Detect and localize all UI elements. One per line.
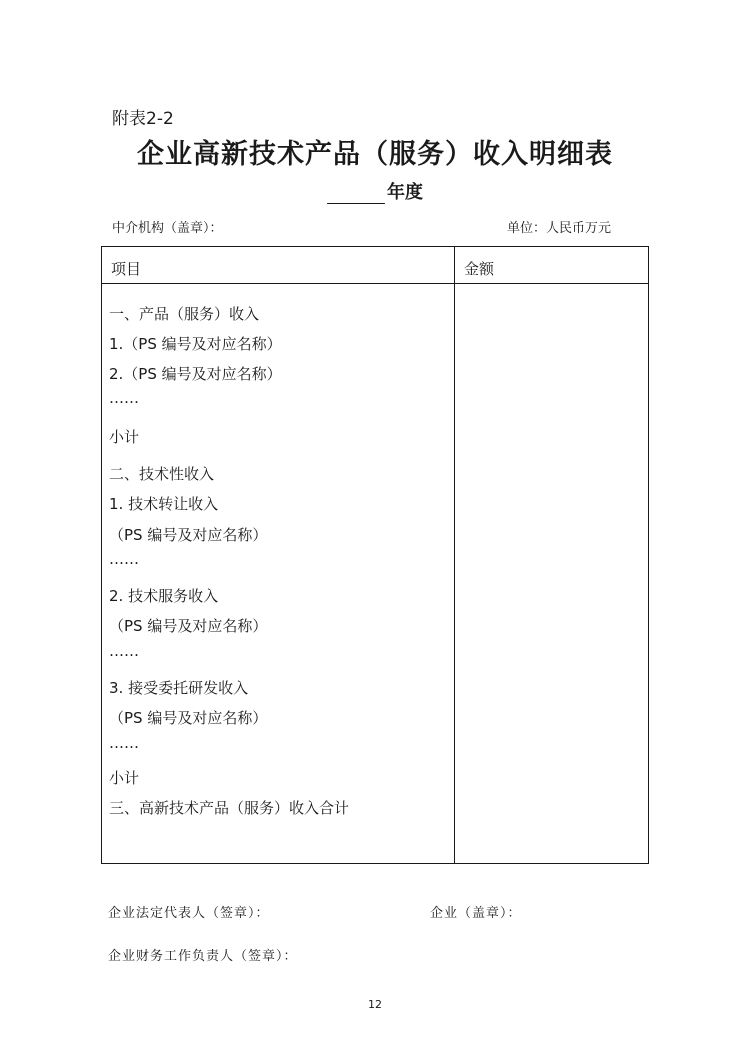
- agency-seal-label: 中介机构（盖章）：: [112, 221, 223, 236]
- column-header-item: 项目: [111, 260, 142, 278]
- attachment-label: 附表2-2: [112, 109, 174, 129]
- table-row: 小计: [109, 769, 140, 787]
- header-divider: [102, 283, 648, 284]
- column-divider: [454, 247, 455, 863]
- table-row: ……: [109, 550, 139, 568]
- table-row: 二、技术性收入: [109, 465, 215, 483]
- company-seal-label: 企业（盖章）：: [430, 906, 522, 921]
- table-row: ……: [109, 389, 139, 407]
- page-number: 12: [368, 998, 382, 1011]
- table-row: （PS 编号及对应名称）: [109, 709, 268, 727]
- finance-head-signature-label: 企业财务工作负责人（签章）：: [108, 949, 298, 964]
- column-header-amount: 金额: [464, 260, 495, 278]
- table-row: ……: [109, 642, 139, 660]
- table-row: 1.（PS 编号及对应名称）: [109, 335, 282, 353]
- year-blank[interactable]: [327, 185, 385, 204]
- table-row: （PS 编号及对应名称）: [109, 617, 268, 635]
- table-row: 2. 技术服务收入: [109, 587, 219, 605]
- table-row: 三、高新技术产品（服务）收入合计: [109, 799, 350, 817]
- legal-rep-signature-label: 企业法定代表人（签章）：: [108, 906, 270, 921]
- table-row: （PS 编号及对应名称）: [109, 526, 268, 544]
- year-line: [0, 178, 750, 204]
- table-row: 1. 技术转让收入: [109, 495, 219, 513]
- table-row: 小计: [109, 428, 140, 446]
- income-table: [101, 246, 649, 864]
- page-title: 企业高新技术产品（服务）收入明细表: [137, 139, 613, 170]
- table-row: 2.（PS 编号及对应名称）: [109, 365, 282, 383]
- table-row: 3. 接受委托研发收入: [109, 679, 249, 697]
- year-suffix: 年度: [387, 182, 423, 203]
- unit-label: 单位：人民币万元: [507, 221, 612, 236]
- table-row: 一、产品（服务）收入: [109, 305, 260, 323]
- table-row: ……: [109, 734, 139, 752]
